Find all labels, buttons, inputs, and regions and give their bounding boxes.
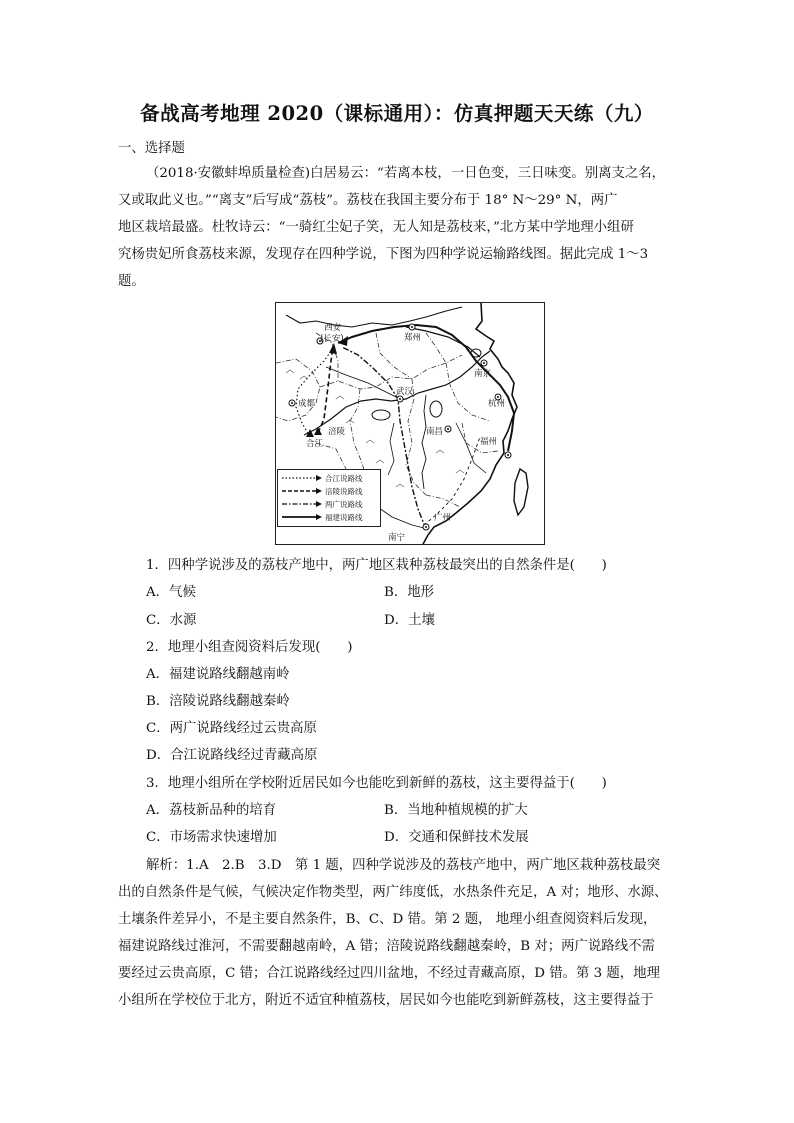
question-3-option-c: C．市场需求快速增加 — [146, 830, 277, 845]
question-1-option-a: A．气候 — [146, 585, 196, 600]
question-1-option-c: C．水源 — [146, 613, 197, 628]
page-title: 备战高考地理 2020（课标通用）：仿真押题天天练（九） — [140, 102, 654, 125]
legend-item-fuling — [282, 485, 380, 497]
question-1-option-d: D．土壤 — [384, 613, 435, 628]
question-2-stem: 2．地理小组查阅资料后发现( ) — [146, 640, 353, 655]
legend-label: 合江说路线 — [325, 474, 363, 483]
city-label-zhengzhou: 郑州 — [404, 333, 422, 343]
city-label-fuling: 涪陵 — [328, 427, 346, 437]
analysis-line: 土壤条件差异小，不是主要自然条件，B、C、D 错。第 2 题， 地理小组查阅资料后发现， — [118, 912, 657, 927]
legend-item-hejiang — [282, 472, 380, 484]
intro-line: （2018·安徽蚌埠质量检查)白居易云：“若离本枝，一日色变，三日味变。别离支之名， — [146, 166, 666, 181]
legend-label: 福建说路线 — [325, 513, 363, 522]
question-3-stem: 3．地理小组所在学校附近居民如今也能吃到新鲜的荔枝，这主要得益于( ) — [146, 776, 607, 791]
question-2-option-d: D．合江说路线经过青藏高原 — [146, 748, 318, 763]
city-label-xian: 西安 — [324, 323, 342, 333]
intro-line: 地区栽培最盛。杜牧诗云：“一骑红尘妃子笑，无人知是荔枝来，”北方某中学地理小组研 — [118, 220, 634, 235]
legend-item-guangdong — [282, 498, 380, 510]
city-label-nanchang: 南昌 — [426, 427, 444, 437]
city-label-changan: (长安) — [320, 334, 344, 344]
question-3-option-d: D．交通和保鲜技术发展 — [384, 830, 529, 845]
city-label-nanjing: 南京 — [474, 369, 492, 379]
city-label-hangzhou: 杭州 — [488, 399, 506, 409]
question-2-option-c: C．两广说路线经过云贵高原 — [146, 721, 317, 736]
question-3-option-a: A．荔枝新品种的培育 — [146, 803, 277, 818]
map-legend — [277, 469, 381, 527]
analysis-line: 小组所在学校位于北方，附近不适宜种植荔枝，居民如今也能吃到新鲜荔枝，这主要得益于 — [118, 993, 654, 1008]
question-1-option-b: B．地形 — [384, 585, 435, 600]
question-2-option-b: B．涪陵说路线翻越秦岭 — [146, 694, 290, 709]
city-label-fuzhou: 福州 — [480, 437, 498, 447]
legend-label: 涪陵说路线 — [325, 487, 363, 496]
section-heading: 一、选择题 — [118, 141, 185, 156]
city-label-wuhan: 武汉 — [396, 387, 414, 397]
question-2-option-a: A．福建说路线翻越南岭 — [146, 667, 290, 682]
intro-line: 究杨贵妃所食荔枝来源，发现存在四种学说，下图为四种学说运输路线图。据此完成 1～3 — [118, 247, 649, 262]
route-map — [275, 302, 545, 545]
intro-line: 又或取此义也。”“离支”后写成“荔枝”。荔枝在我国主要分布于 18° N～29° N，两广 — [118, 193, 618, 208]
analysis-line: 福建说路线过淮河，不需要翻越南岭，A 错；涪陵说路线翻越秦岭，B 对；两广说路线不需 — [118, 939, 655, 954]
city-label-chengdu: 成都 — [298, 399, 316, 409]
city-label-nanning: 南宁 — [388, 533, 406, 543]
legend-item-fujian — [282, 511, 380, 523]
question-3-option-b: B．当地种植规模的扩大 — [384, 803, 528, 818]
city-label-guangzhou: 广州 — [434, 513, 452, 523]
city-label-hejiang: 合江 — [306, 439, 324, 449]
intro-line: 题。 — [118, 274, 145, 289]
legend-label: 两广说路线 — [325, 500, 363, 509]
analysis-line: 出的自然条件是气候，气候决定作物类型，两广纬度低，水热条件充足，A 对；地形、水源、 — [118, 885, 668, 900]
analysis-line: 要经过云贵高原，C 错；合江说路线经过四川盆地，不经过青藏高原，D 错。第 3 题，地理 — [118, 966, 660, 981]
question-1-stem: 1．四种学说涉及的荔枝产地中，两广地区栽种荔枝最突出的自然条件是( ) — [146, 558, 607, 573]
analysis-line: 解析：1.A 2.B 3.D 第 1 题，四种学说涉及的荔枝产地中，两广地区栽种荔枝最突 — [146, 858, 661, 873]
